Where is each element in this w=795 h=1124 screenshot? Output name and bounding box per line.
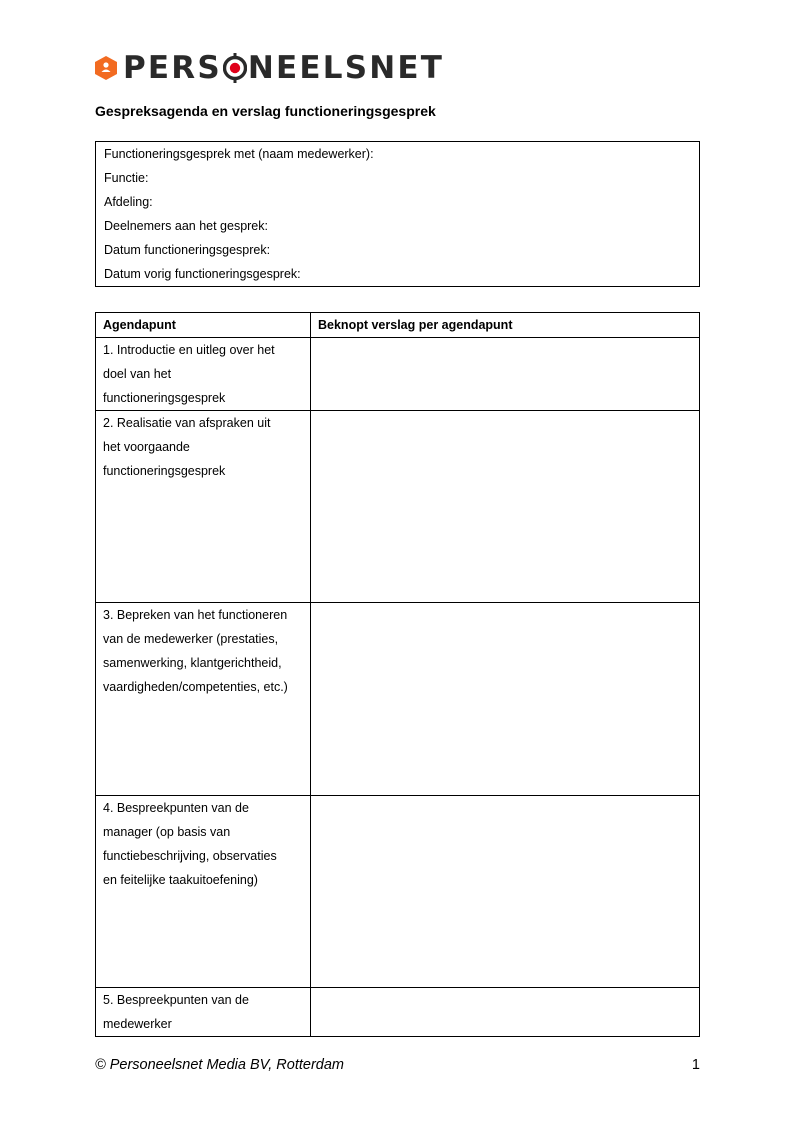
report-cell-3[interactable] (311, 603, 700, 796)
agenda-item-4 (96, 796, 311, 988)
table-row (96, 411, 700, 603)
page-number: 1 (691, 1057, 700, 1073)
table-row (96, 603, 700, 796)
agenda-item-5 (96, 988, 311, 1037)
header-verslag: Beknopt verslag per agendapunt (311, 313, 700, 338)
report-cell-1[interactable] (311, 338, 700, 411)
field-previous-date: Datum vorig functioneringsgesprek: (104, 267, 301, 281)
agenda-item-line: vaardigheden/competenties, etc.) (103, 680, 288, 694)
agenda-item-line: samenwerking, klantgerichtheid, (103, 656, 282, 670)
agenda-item-line: functioneringsgesprek (103, 391, 226, 405)
agenda-item-line: manager (op basis van (103, 825, 231, 839)
table-row (96, 338, 700, 411)
field-function: Functie: (104, 171, 149, 185)
agenda-item-2 (96, 411, 311, 603)
report-cell-4[interactable] (311, 796, 700, 988)
agenda-item-line: en feitelijke taakuitoefening) (103, 873, 258, 887)
report-cell-2[interactable] (311, 411, 700, 603)
logo-wordmark (123, 50, 444, 86)
agenda-item-1 (96, 338, 311, 411)
table-header-row (96, 313, 700, 338)
agenda-item-line: doel van het (103, 367, 172, 381)
table-row (96, 796, 700, 988)
agenda-item-line: medewerker (103, 1017, 172, 1031)
target-o-icon (223, 53, 247, 83)
field-participants: Deelnemers aan het gesprek: (104, 219, 268, 233)
report-cell-5[interactable] (311, 988, 700, 1037)
agenda-item-line: 1. Introductie en uitleg over het (103, 343, 275, 357)
agenda-item-line: 5. Bespreekpunten van de (103, 993, 249, 1007)
table-row (96, 988, 700, 1037)
info-box-cell (96, 142, 700, 287)
agenda-item-3 (96, 603, 311, 796)
agenda-item-line: functiebeschrijving, observaties (103, 849, 277, 863)
footer-copyright: © Personeelsnet Media BV, Rotterdam (95, 1057, 344, 1073)
agenda-item-line: functioneringsgesprek (103, 464, 226, 478)
employee-info-box (95, 141, 700, 287)
document-title: Gespreksagenda en verslag functioneringsgesprek (95, 103, 436, 119)
agenda-item-line: van de medewerker (prestaties, (103, 632, 279, 646)
hexagon-logo-icon (95, 56, 117, 80)
agenda-item-line: het voorgaande (103, 440, 190, 454)
field-employee-name: Functioneringsgesprek met (naam medewerker): (104, 147, 374, 161)
agenda-item-line: 4. Bespreekpunten van de (103, 801, 249, 815)
agenda-table (95, 312, 700, 1037)
logo-text-first: PERS (123, 50, 222, 86)
agenda-item-line: 2. Realisatie van afspraken uit (103, 416, 271, 430)
company-logo (95, 50, 444, 86)
field-department: Afdeling: (104, 195, 153, 209)
header-agendapunt: Agendapunt (96, 313, 311, 338)
agenda-item-line: 3. Bepreken van het functioneren (103, 608, 288, 622)
logo-text-second: NEELSNET (247, 50, 445, 86)
field-date: Datum functioneringsgesprek: (104, 243, 271, 257)
